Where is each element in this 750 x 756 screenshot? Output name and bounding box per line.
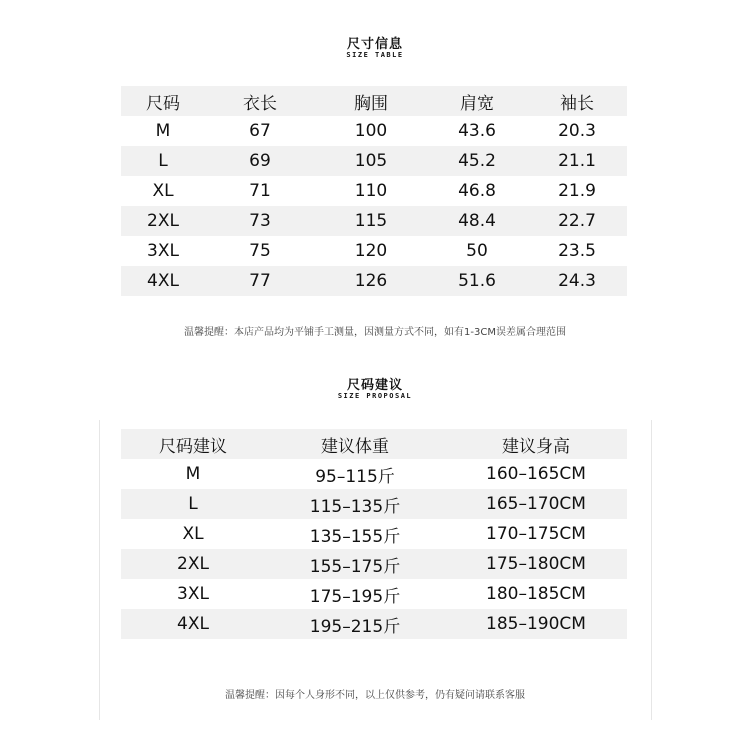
header-size: 尺码: [146, 93, 180, 114]
cell-weight: 115–135斤: [309, 496, 401, 517]
cell-length: 71: [249, 181, 271, 201]
cell-chest: 100: [354, 121, 388, 141]
size-table-header-row: [121, 86, 627, 116]
cell-sleeve: 22.7: [558, 211, 596, 231]
size-proposal-title: 尺码建议: [346, 378, 403, 393]
header-chest: 胸围: [354, 93, 388, 114]
cell-size: 4XL: [147, 271, 179, 291]
cell-height: 170–175CM: [486, 524, 586, 544]
cell-size: 4XL: [177, 614, 209, 634]
header-length: 衣长: [243, 93, 277, 114]
header-sleeve: 袖长: [560, 93, 594, 114]
cell-weight: 155–175斤: [309, 556, 401, 577]
size-proposal-header-row: [121, 429, 627, 459]
header-shoulder: 肩宽: [460, 93, 494, 114]
cell-size: 3XL: [177, 584, 209, 604]
cell-sleeve: 24.3: [558, 271, 596, 291]
cell-size: M: [185, 464, 201, 484]
size-table-title: 尺寸信息: [346, 37, 403, 52]
cell-weight: 195–215斤: [309, 616, 401, 637]
cell-weight: 135–155斤: [309, 526, 401, 547]
table-row: [121, 519, 627, 549]
header-height: 建议身高: [502, 436, 570, 457]
table-row: [121, 489, 627, 519]
cell-length: 77: [249, 271, 271, 291]
cell-chest: 126: [354, 271, 388, 291]
cell-sleeve: 21.9: [558, 181, 596, 201]
cell-shoulder: 43.6: [458, 121, 496, 141]
table-row: [121, 146, 627, 176]
table-row: [121, 459, 627, 489]
left-border-line: [99, 420, 100, 720]
cell-size: XL: [152, 181, 174, 201]
cell-size: 2XL: [177, 554, 209, 574]
cell-shoulder: 50: [466, 241, 488, 261]
cell-size: XL: [182, 524, 204, 544]
table-row: [121, 176, 627, 206]
cell-shoulder: 46.8: [458, 181, 496, 201]
cell-chest: 105: [354, 151, 388, 171]
cell-chest: 120: [354, 241, 388, 261]
cell-weight: 175–195斤: [309, 586, 401, 607]
cell-height: 160–165CM: [486, 464, 586, 484]
header-size: 尺码建议: [159, 436, 227, 457]
cell-height: 185–190CM: [486, 614, 586, 634]
size-proposal-table: [121, 429, 627, 639]
cell-height: 180–185CM: [486, 584, 586, 604]
cell-sleeve: 21.1: [558, 151, 596, 171]
table-row: [121, 206, 627, 236]
cell-shoulder: 45.2: [458, 151, 496, 171]
cell-chest: 110: [354, 181, 388, 201]
table-row: [121, 579, 627, 609]
cell-shoulder: 48.4: [458, 211, 496, 231]
cell-sleeve: 23.5: [558, 241, 596, 261]
cell-sleeve: 20.3: [558, 121, 596, 141]
size-table-note: 温馨提醒：本店产品均为平铺手工测量，因测量方式不同，如有1-3CM误差属合理范围: [184, 327, 566, 338]
cell-height: 165–170CM: [486, 494, 586, 514]
cell-length: 73: [249, 211, 271, 231]
cell-size: M: [155, 121, 171, 141]
cell-shoulder: 51.6: [458, 271, 496, 291]
cell-size: L: [158, 151, 168, 171]
size-proposal-subtitle: SIZE PROPOSAL: [337, 392, 413, 400]
cell-size: L: [188, 494, 198, 514]
cell-weight: 95–115斤: [315, 466, 395, 487]
cell-length: 67: [249, 121, 271, 141]
size-proposal-note: 温馨提醒：因每个人身形不同，以上仅供参考，仍有疑问请联系客服: [225, 690, 525, 701]
table-row: [121, 266, 627, 296]
table-row: [121, 549, 627, 579]
table-row: [121, 236, 627, 266]
header-weight: 建议体重: [321, 436, 389, 457]
cell-length: 69: [249, 151, 271, 171]
size-table: [121, 86, 627, 296]
cell-size: 3XL: [147, 241, 179, 261]
cell-size: 2XL: [147, 211, 179, 231]
cell-chest: 115: [354, 211, 388, 231]
cell-height: 175–180CM: [486, 554, 586, 574]
cell-length: 75: [249, 241, 271, 261]
table-row: [121, 116, 627, 146]
table-row: [121, 609, 627, 639]
right-border-line: [651, 420, 652, 720]
size-table-subtitle: SIZE TABLE: [346, 51, 404, 59]
